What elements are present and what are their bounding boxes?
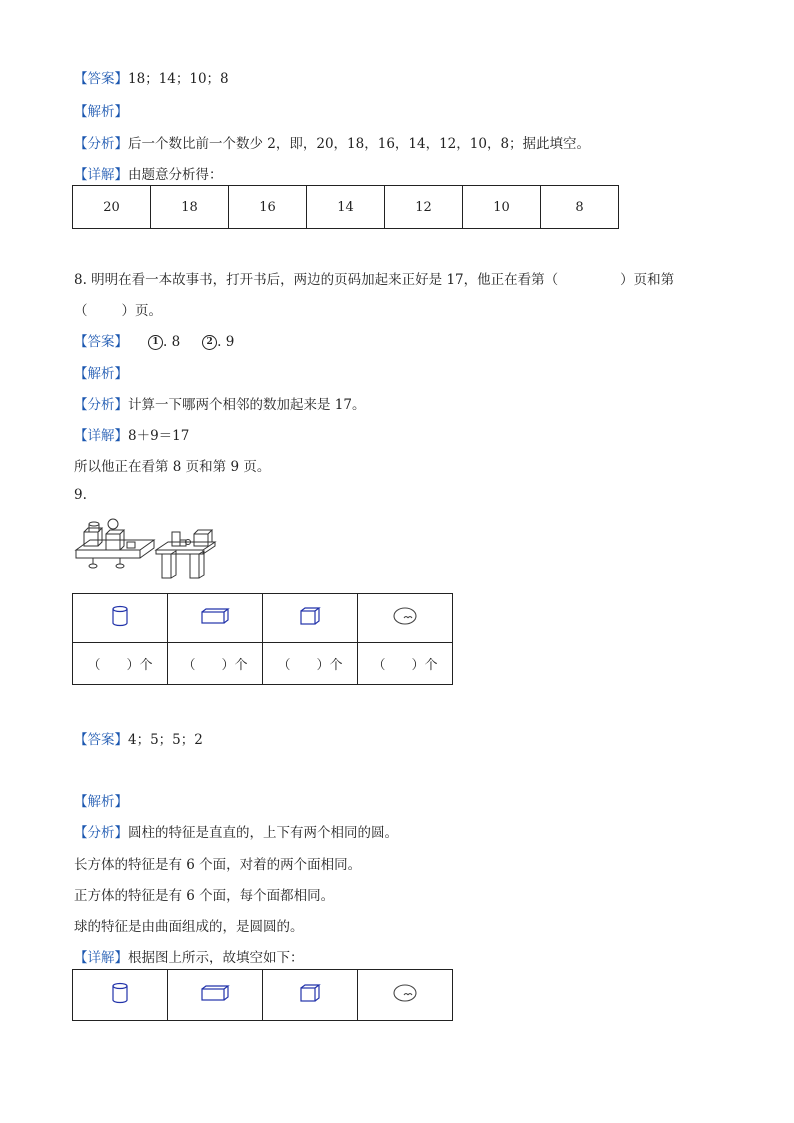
q8-conclusion: 所以他正在看第 8 页和第 9 页。 [74,459,271,475]
sphere-icon [392,606,418,626]
q9-cuboid-feature: 长方体的特征是有 6 个面，对着的两个面相同。 [74,857,362,873]
q9-question-table [72,593,453,685]
table-row [73,594,453,643]
table-cell [168,970,263,1021]
q9-fenxi: 【分析】圆柱的特征是直直的，上下有两个相同的圆。 [74,825,398,841]
table-row [73,186,619,229]
table-cell: 14 [307,186,385,229]
table-row [73,970,453,1021]
cube-icon [299,606,321,626]
q8-question-line2: （ ）页。 [74,303,162,319]
q7-answer: 【答案】18；14；10；8 [74,71,229,87]
sphere-icon [392,983,418,1003]
q9-answer: 【答案】4；5；5；2 [74,732,203,748]
table-cell: （ ）个 [168,643,263,685]
q8-fenxi: 【分析】计算一下哪两个相邻的数加起来是 17。 [74,397,366,413]
cuboid-icon [200,607,230,625]
table-cell: 18 [151,186,229,229]
table-cell: 20 [73,186,151,229]
table-cell: 8 [541,186,619,229]
q9-cube-feature: 正方体的特征是有 6 个面，每个面都相同。 [74,888,335,904]
table-cell: （ ）个 [73,643,168,685]
table-cell [358,594,453,643]
circled-number: 2 [202,335,217,350]
table-cell [358,970,453,1021]
table-cell: 16 [229,186,307,229]
table-cell [168,594,263,643]
table-cell: （ ）个 [263,643,358,685]
table-cell [263,594,358,643]
table-cell: 12 [385,186,463,229]
q9-number: 9. [74,487,87,503]
blocks-figure [72,518,217,580]
q8-question: 8. 明明在看一本故事书，打开书后，两边的页码加起来正好是 17，他正在看第（ ）页和第 [74,272,675,288]
q9-analysis: 【解析】 [74,794,128,810]
cube-icon [299,983,321,1003]
table-row [73,643,453,685]
table-cell [73,594,168,643]
table-cell [263,970,358,1021]
cylinder-icon [111,605,129,627]
table-cell: 10 [463,186,541,229]
cuboid-icon [200,984,230,1002]
q7-fenxi: 【分析】后一个数比前一个数少 2，即，20，18，16，14，12，10，8；据此填空。 [74,136,591,152]
q7-xiangjie: 【详解】由题意分析得： [74,167,223,183]
q8-xiangjie: 【详解】8＋9＝17 [74,428,190,444]
circled-number: 1 [148,335,163,350]
q9-answer-table [72,969,453,1021]
table-cell [73,970,168,1021]
q8-answer: 【答案】 1 . 8 2 . 9 [74,334,235,350]
q7-sequence-table [72,185,619,229]
q9-sphere-feature: 球的特征是由曲面组成的，是圆圆的。 [74,919,304,935]
q7-analysis: 【解析】 [74,104,128,120]
q8-analysis: 【解析】 [74,366,128,382]
table-cell: （ ）个 [358,643,453,685]
cylinder-icon [111,982,129,1004]
q9-xiangjie: 【详解】根据图上所示，故填空如下： [74,950,304,966]
